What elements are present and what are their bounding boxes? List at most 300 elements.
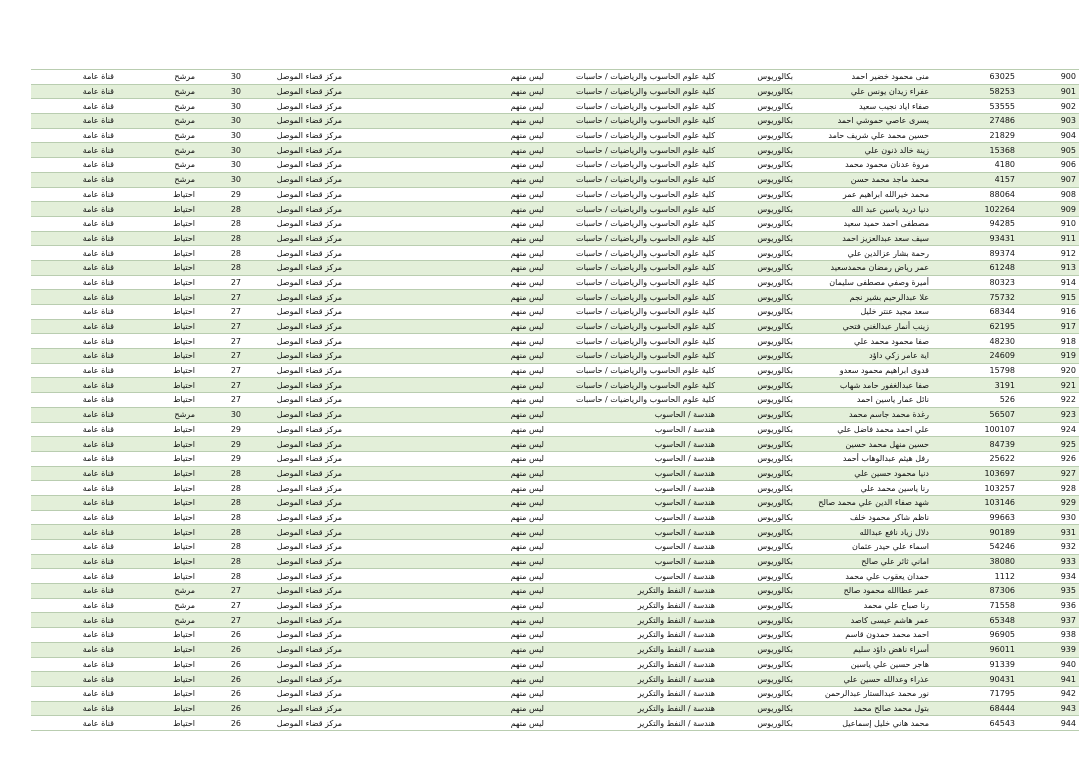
status-cell: احتياط xyxy=(117,657,198,672)
id-cell: 100107 xyxy=(932,422,1018,437)
degree-cell: بكالوريوس xyxy=(718,158,796,173)
table-row xyxy=(31,231,1079,246)
affiliation-cell: ليس منهم xyxy=(471,716,547,731)
center-cell: مركز قضاء الموصل xyxy=(244,290,345,305)
channel-cell: قناة عامة xyxy=(31,114,117,129)
status-cell: احتياط xyxy=(117,349,198,364)
channel-cell: قناة عامة xyxy=(31,466,117,481)
score-cell: 27 xyxy=(198,319,244,334)
channel-cell: قناة عامة xyxy=(31,290,117,305)
channel-cell: قناة عامة xyxy=(31,495,117,510)
score-cell: 28 xyxy=(198,202,244,217)
name-cell: أسراء ناهض داؤد سليم xyxy=(796,642,932,657)
sequence-cell: 913 xyxy=(1018,260,1079,275)
department-cell: كلية علوم الحاسوب والرياضيات / حاسبات xyxy=(547,363,718,378)
blank-cell xyxy=(345,393,471,408)
id-cell: 94285 xyxy=(932,216,1018,231)
id-cell: 4157 xyxy=(932,172,1018,187)
table-row xyxy=(31,187,1079,202)
degree-cell: بكالوريوس xyxy=(718,246,796,261)
center-cell: مركز قضاء الموصل xyxy=(244,598,345,613)
department-cell: هندسة / الحاسوب xyxy=(547,451,718,466)
sequence-cell: 904 xyxy=(1018,128,1079,143)
id-cell: 15798 xyxy=(932,363,1018,378)
blank-cell xyxy=(345,246,471,261)
center-cell: مركز قضاء الموصل xyxy=(244,613,345,628)
id-cell: 24609 xyxy=(932,349,1018,364)
blank-cell xyxy=(345,290,471,305)
center-cell: مركز قضاء الموصل xyxy=(244,158,345,173)
affiliation-cell: ليس منهم xyxy=(471,128,547,143)
center-cell: مركز قضاء الموصل xyxy=(244,495,345,510)
status-cell: احتياط xyxy=(117,216,198,231)
center-cell: مركز قضاء الموصل xyxy=(244,686,345,701)
id-cell: 54246 xyxy=(932,540,1018,555)
status-cell: مرشح xyxy=(117,84,198,99)
table-row xyxy=(31,510,1079,525)
status-cell: احتياط xyxy=(117,363,198,378)
center-cell: مركز قضاء الموصل xyxy=(244,554,345,569)
affiliation-cell: ليس منهم xyxy=(471,99,547,114)
name-cell: قدوى ابراهيم محمود سعدو xyxy=(796,363,932,378)
table-row xyxy=(31,363,1079,378)
department-cell: هندسة / الحاسوب xyxy=(547,495,718,510)
degree-cell: بكالوريوس xyxy=(718,495,796,510)
sequence-cell: 936 xyxy=(1018,598,1079,613)
status-cell: احتياط xyxy=(117,378,198,393)
channel-cell: قناة عامة xyxy=(31,540,117,555)
center-cell: مركز قضاء الموصل xyxy=(244,672,345,687)
department-cell: هندسة / النفط والتكرير xyxy=(547,716,718,731)
status-cell: احتياط xyxy=(117,437,198,452)
affiliation-cell: ليس منهم xyxy=(471,305,547,320)
status-cell: احتياط xyxy=(117,319,198,334)
affiliation-cell: ليس منهم xyxy=(471,187,547,202)
id-cell: 27486 xyxy=(932,114,1018,129)
id-cell: 71558 xyxy=(932,598,1018,613)
name-cell: رغدة محمد جاسم محمد xyxy=(796,407,932,422)
blank-cell xyxy=(345,319,471,334)
degree-cell: بكالوريوس xyxy=(718,451,796,466)
id-cell: 3191 xyxy=(932,378,1018,393)
id-cell: 84739 xyxy=(932,437,1018,452)
status-cell: احتياط xyxy=(117,569,198,584)
affiliation-cell: ليس منهم xyxy=(471,363,547,378)
channel-cell: قناة عامة xyxy=(31,363,117,378)
department-cell: كلية علوم الحاسوب والرياضيات / حاسبات xyxy=(547,260,718,275)
table-row xyxy=(31,716,1079,731)
name-cell: سيف سعد عبدالعزيز احمد xyxy=(796,231,932,246)
blank-cell xyxy=(345,569,471,584)
table-row xyxy=(31,143,1079,158)
channel-cell: قناة عامة xyxy=(31,172,117,187)
name-cell: شهد صفاء الدين علي محمد صالح xyxy=(796,495,932,510)
status-cell: احتياط xyxy=(117,510,198,525)
channel-cell: قناة عامة xyxy=(31,422,117,437)
score-cell: 27 xyxy=(198,584,244,599)
id-cell: 102264 xyxy=(932,202,1018,217)
affiliation-cell: ليس منهم xyxy=(471,422,547,437)
affiliation-cell: ليس منهم xyxy=(471,540,547,555)
name-cell: دلال زياد نافع عبدالله xyxy=(796,525,932,540)
blank-cell xyxy=(345,84,471,99)
name-cell: علي احمد محمد فاضل علي xyxy=(796,422,932,437)
affiliation-cell: ليس منهم xyxy=(471,275,547,290)
degree-cell: بكالوريوس xyxy=(718,99,796,114)
status-cell: احتياط xyxy=(117,202,198,217)
score-cell: 28 xyxy=(198,540,244,555)
sequence-cell: 912 xyxy=(1018,246,1079,261)
sequence-cell: 924 xyxy=(1018,422,1079,437)
name-cell: عمر هاشم عيسى كاصد xyxy=(796,613,932,628)
table-row xyxy=(31,260,1079,275)
sequence-cell: 934 xyxy=(1018,569,1079,584)
sequence-cell: 905 xyxy=(1018,143,1079,158)
score-cell: 26 xyxy=(198,642,244,657)
degree-cell: بكالوريوس xyxy=(718,407,796,422)
table-row xyxy=(31,84,1079,99)
name-cell: حمدان يعقوب علي محمد xyxy=(796,569,932,584)
center-cell: مركز قضاء الموصل xyxy=(244,451,345,466)
degree-cell: بكالوريوس xyxy=(718,584,796,599)
status-cell: احتياط xyxy=(117,716,198,731)
department-cell: هندسة / النفط والتكرير xyxy=(547,672,718,687)
blank-cell xyxy=(345,598,471,613)
sequence-cell: 909 xyxy=(1018,202,1079,217)
degree-cell: بكالوريوس xyxy=(718,701,796,716)
status-cell: احتياط xyxy=(117,686,198,701)
center-cell: مركز قضاء الموصل xyxy=(244,378,345,393)
degree-cell: بكالوريوس xyxy=(718,187,796,202)
channel-cell: قناة عامة xyxy=(31,84,117,99)
score-cell: 30 xyxy=(198,143,244,158)
status-cell: احتياط xyxy=(117,495,198,510)
name-cell: حسين منهل محمد حسين xyxy=(796,437,932,452)
department-cell: هندسة / النفط والتكرير xyxy=(547,657,718,672)
degree-cell: بكالوريوس xyxy=(718,437,796,452)
center-cell: مركز قضاء الموصل xyxy=(244,657,345,672)
channel-cell: قناة عامة xyxy=(31,510,117,525)
id-cell: 526 xyxy=(932,393,1018,408)
name-cell: حسين محمد علي شريف حامد xyxy=(796,128,932,143)
blank-cell xyxy=(345,128,471,143)
degree-cell: بكالوريوس xyxy=(718,70,796,85)
blank-cell xyxy=(345,701,471,716)
channel-cell: قناة عامة xyxy=(31,716,117,731)
channel-cell: قناة عامة xyxy=(31,305,117,320)
id-cell: 1112 xyxy=(932,569,1018,584)
center-cell: مركز قضاء الموصل xyxy=(244,128,345,143)
sequence-cell: 929 xyxy=(1018,495,1079,510)
department-cell: كلية علوم الحاسوب والرياضيات / حاسبات xyxy=(547,172,718,187)
name-cell: زينة خالد ذنون علي xyxy=(796,143,932,158)
center-cell: مركز قضاء الموصل xyxy=(244,231,345,246)
id-cell: 53555 xyxy=(932,99,1018,114)
degree-cell: بكالوريوس xyxy=(718,378,796,393)
channel-cell: قناة عامة xyxy=(31,275,117,290)
center-cell: مركز قضاء الموصل xyxy=(244,569,345,584)
department-cell: هندسة / النفط والتكرير xyxy=(547,686,718,701)
status-cell: احتياط xyxy=(117,246,198,261)
department-cell: كلية علوم الحاسوب والرياضيات / حاسبات xyxy=(547,334,718,349)
blank-cell xyxy=(345,525,471,540)
channel-cell: قناة عامة xyxy=(31,334,117,349)
department-cell: كلية علوم الحاسوب والرياضيات / حاسبات xyxy=(547,393,718,408)
affiliation-cell: ليس منهم xyxy=(471,70,547,85)
affiliation-cell: ليس منهم xyxy=(471,569,547,584)
center-cell: مركز قضاء الموصل xyxy=(244,172,345,187)
channel-cell: قناة عامة xyxy=(31,216,117,231)
status-cell: مرشح xyxy=(117,158,198,173)
name-cell: زينب أنمار عبدالغني فتحي xyxy=(796,319,932,334)
id-cell: 15368 xyxy=(932,143,1018,158)
id-cell: 61248 xyxy=(932,260,1018,275)
table-row xyxy=(31,540,1079,555)
channel-cell: قناة عامة xyxy=(31,143,117,158)
status-cell: مرشح xyxy=(117,70,198,85)
name-cell: هاجر حسين علي ياسين xyxy=(796,657,932,672)
department-cell: كلية علوم الحاسوب والرياضيات / حاسبات xyxy=(547,246,718,261)
table-row xyxy=(31,701,1079,716)
id-cell: 99663 xyxy=(932,510,1018,525)
score-cell: 28 xyxy=(198,495,244,510)
blank-cell xyxy=(345,202,471,217)
department-cell: كلية علوم الحاسوب والرياضيات / حاسبات xyxy=(547,187,718,202)
degree-cell: بكالوريوس xyxy=(718,319,796,334)
table-row xyxy=(31,407,1079,422)
center-cell: مركز قضاء الموصل xyxy=(244,84,345,99)
blank-cell xyxy=(345,349,471,364)
candidates-table xyxy=(31,69,1079,731)
department-cell: كلية علوم الحاسوب والرياضيات / حاسبات xyxy=(547,319,718,334)
blank-cell xyxy=(345,642,471,657)
channel-cell: قناة عامة xyxy=(31,628,117,643)
channel-cell: قناة عامة xyxy=(31,260,117,275)
blank-cell xyxy=(345,158,471,173)
score-cell: 30 xyxy=(198,158,244,173)
score-cell: 26 xyxy=(198,701,244,716)
blank-cell xyxy=(345,672,471,687)
blank-cell xyxy=(345,70,471,85)
affiliation-cell: ليس منهم xyxy=(471,701,547,716)
score-cell: 29 xyxy=(198,437,244,452)
sequence-cell: 903 xyxy=(1018,114,1079,129)
name-cell: اماني ثائر علي صالح xyxy=(796,554,932,569)
name-cell: عمر عطاالله محمود صالح xyxy=(796,584,932,599)
degree-cell: بكالوريوس xyxy=(718,598,796,613)
id-cell: 80323 xyxy=(932,275,1018,290)
department-cell: هندسة / الحاسوب xyxy=(547,525,718,540)
name-cell: نائل عمار ياسين احمد xyxy=(796,393,932,408)
affiliation-cell: ليس منهم xyxy=(471,349,547,364)
sequence-cell: 914 xyxy=(1018,275,1079,290)
name-cell: رفل هيثم عبدالوهاب أحمد xyxy=(796,451,932,466)
affiliation-cell: ليس منهم xyxy=(471,114,547,129)
status-cell: احتياط xyxy=(117,305,198,320)
status-cell: احتياط xyxy=(117,451,198,466)
table-row xyxy=(31,598,1079,613)
sequence-cell: 922 xyxy=(1018,393,1079,408)
table-row xyxy=(31,378,1079,393)
name-cell: يسرى عاصي حموشي احمد xyxy=(796,114,932,129)
affiliation-cell: ليس منهم xyxy=(471,407,547,422)
affiliation-cell: ليس منهم xyxy=(471,84,547,99)
degree-cell: بكالوريوس xyxy=(718,275,796,290)
id-cell: 38080 xyxy=(932,554,1018,569)
degree-cell: بكالوريوس xyxy=(718,363,796,378)
status-cell: مرشح xyxy=(117,407,198,422)
sequence-cell: 902 xyxy=(1018,99,1079,114)
score-cell: 27 xyxy=(198,290,244,305)
table-row xyxy=(31,554,1079,569)
score-cell: 29 xyxy=(198,451,244,466)
sequence-cell: 928 xyxy=(1018,481,1079,496)
name-cell: مصطفى احمد حميد سعيد xyxy=(796,216,932,231)
blank-cell xyxy=(345,334,471,349)
name-cell: نور محمد عبدالستار عبدالرحمن xyxy=(796,686,932,701)
affiliation-cell: ليس منهم xyxy=(471,393,547,408)
score-cell: 27 xyxy=(198,275,244,290)
degree-cell: بكالوريوس xyxy=(718,172,796,187)
name-cell: اية عامر زكي داؤد xyxy=(796,349,932,364)
status-cell: مرشح xyxy=(117,172,198,187)
center-cell: مركز قضاء الموصل xyxy=(244,187,345,202)
name-cell: مروة عدنان محمود محمد xyxy=(796,158,932,173)
id-cell: 88064 xyxy=(932,187,1018,202)
table-row xyxy=(31,319,1079,334)
sequence-cell: 910 xyxy=(1018,216,1079,231)
id-cell: 21829 xyxy=(932,128,1018,143)
affiliation-cell: ليس منهم xyxy=(471,657,547,672)
score-cell: 28 xyxy=(198,246,244,261)
affiliation-cell: ليس منهم xyxy=(471,216,547,231)
affiliation-cell: ليس منهم xyxy=(471,525,547,540)
sequence-cell: 917 xyxy=(1018,319,1079,334)
status-cell: احتياط xyxy=(117,525,198,540)
channel-cell: قناة عامة xyxy=(31,554,117,569)
score-cell: 27 xyxy=(198,613,244,628)
id-cell: 90189 xyxy=(932,525,1018,540)
sequence-cell: 931 xyxy=(1018,525,1079,540)
affiliation-cell: ليس منهم xyxy=(471,290,547,305)
name-cell: ناظم شاكر محمود خلف xyxy=(796,510,932,525)
department-cell: كلية علوم الحاسوب والرياضيات / حاسبات xyxy=(547,84,718,99)
score-cell: 28 xyxy=(198,231,244,246)
blank-cell xyxy=(345,686,471,701)
center-cell: مركز قضاء الموصل xyxy=(244,407,345,422)
table-row xyxy=(31,202,1079,217)
sequence-cell: 927 xyxy=(1018,466,1079,481)
id-cell: 62195 xyxy=(932,319,1018,334)
degree-cell: بكالوريوس xyxy=(718,569,796,584)
name-cell: سعد مجيد عنتر خليل xyxy=(796,305,932,320)
status-cell: احتياط xyxy=(117,554,198,569)
department-cell: كلية علوم الحاسوب والرياضيات / حاسبات xyxy=(547,143,718,158)
score-cell: 28 xyxy=(198,260,244,275)
center-cell: مركز قضاء الموصل xyxy=(244,349,345,364)
channel-cell: قناة عامة xyxy=(31,378,117,393)
degree-cell: بكالوريوس xyxy=(718,657,796,672)
status-cell: مرشح xyxy=(117,143,198,158)
channel-cell: قناة عامة xyxy=(31,642,117,657)
blank-cell xyxy=(345,422,471,437)
channel-cell: قناة عامة xyxy=(31,481,117,496)
score-cell: 27 xyxy=(198,393,244,408)
score-cell: 30 xyxy=(198,114,244,129)
center-cell: مركز قضاء الموصل xyxy=(244,701,345,716)
center-cell: مركز قضاء الموصل xyxy=(244,642,345,657)
table-row xyxy=(31,584,1079,599)
center-cell: مركز قضاء الموصل xyxy=(244,540,345,555)
name-cell: محمد ماجد محمد حسن xyxy=(796,172,932,187)
sequence-cell: 923 xyxy=(1018,407,1079,422)
degree-cell: بكالوريوس xyxy=(718,525,796,540)
channel-cell: قناة عامة xyxy=(31,99,117,114)
table-row xyxy=(31,657,1079,672)
table-row xyxy=(31,70,1079,85)
status-cell: مرشح xyxy=(117,613,198,628)
table-row xyxy=(31,686,1079,701)
score-cell: 28 xyxy=(198,525,244,540)
id-cell: 64543 xyxy=(932,716,1018,731)
status-cell: احتياط xyxy=(117,393,198,408)
degree-cell: بكالوريوس xyxy=(718,260,796,275)
status-cell: احتياط xyxy=(117,187,198,202)
candidates-table-body xyxy=(31,70,1079,731)
degree-cell: بكالوريوس xyxy=(718,334,796,349)
degree-cell: بكالوريوس xyxy=(718,481,796,496)
status-cell: احتياط xyxy=(117,422,198,437)
name-cell: احمد محمد حمدون قاسم xyxy=(796,628,932,643)
id-cell: 90431 xyxy=(932,672,1018,687)
table-row xyxy=(31,114,1079,129)
blank-cell xyxy=(345,99,471,114)
score-cell: 30 xyxy=(198,70,244,85)
degree-cell: بكالوريوس xyxy=(718,642,796,657)
affiliation-cell: ليس منهم xyxy=(471,231,547,246)
degree-cell: بكالوريوس xyxy=(718,231,796,246)
id-cell: 63025 xyxy=(932,70,1018,85)
score-cell: 27 xyxy=(198,349,244,364)
sequence-cell: 941 xyxy=(1018,672,1079,687)
sequence-cell: 933 xyxy=(1018,554,1079,569)
center-cell: مركز قضاء الموصل xyxy=(244,422,345,437)
department-cell: كلية علوم الحاسوب والرياضيات / حاسبات xyxy=(547,202,718,217)
table-row xyxy=(31,393,1079,408)
channel-cell: قناة عامة xyxy=(31,187,117,202)
table-row xyxy=(31,275,1079,290)
sequence-cell: 926 xyxy=(1018,451,1079,466)
score-cell: 26 xyxy=(198,628,244,643)
department-cell: كلية علوم الحاسوب والرياضيات / حاسبات xyxy=(547,158,718,173)
degree-cell: بكالوريوس xyxy=(718,393,796,408)
department-cell: كلية علوم الحاسوب والرياضيات / حاسبات xyxy=(547,378,718,393)
status-cell: احتياط xyxy=(117,275,198,290)
sequence-cell: 944 xyxy=(1018,716,1079,731)
score-cell: 26 xyxy=(198,657,244,672)
name-cell: بتول محمد صالح محمد xyxy=(796,701,932,716)
name-cell: عذراء وعدالله حسين علي xyxy=(796,672,932,687)
affiliation-cell: ليس منهم xyxy=(471,481,547,496)
center-cell: مركز قضاء الموصل xyxy=(244,216,345,231)
affiliation-cell: ليس منهم xyxy=(471,451,547,466)
sequence-cell: 925 xyxy=(1018,437,1079,452)
degree-cell: بكالوريوس xyxy=(718,114,796,129)
center-cell: مركز قضاء الموصل xyxy=(244,143,345,158)
degree-cell: بكالوريوس xyxy=(718,672,796,687)
degree-cell: بكالوريوس xyxy=(718,128,796,143)
channel-cell: قناة عامة xyxy=(31,128,117,143)
